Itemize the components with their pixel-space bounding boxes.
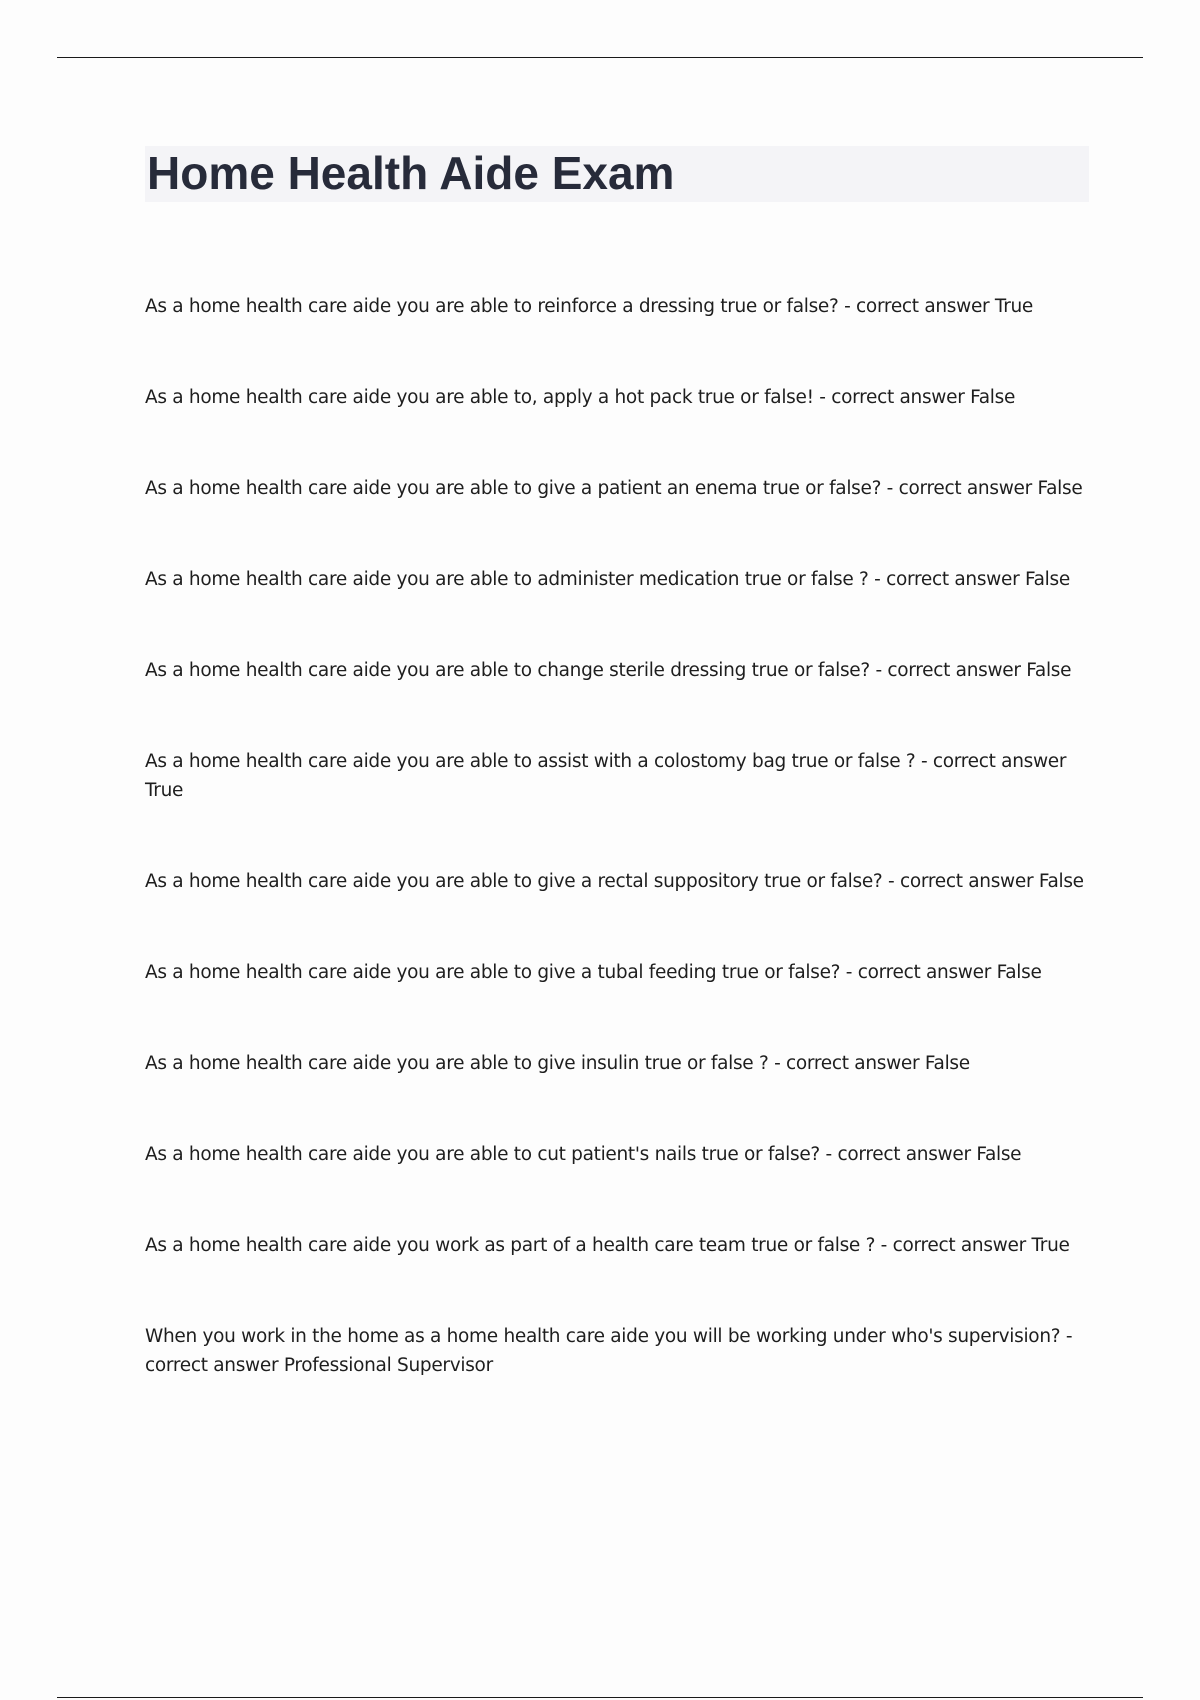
qa-item: As a home health care aide you work as part of a health care team true or false ? - correct answer True bbox=[145, 1235, 1070, 1256]
qa-item: As a home health care aide you are able to cut patient's nails true or false? - correct answer False bbox=[145, 1144, 1022, 1165]
qa-list bbox=[145, 292, 1090, 1442]
qa-item: As a home health care aide you are able to give a rectal suppository true or false? - correct answer False bbox=[145, 871, 1084, 892]
qa-item: As a home health care aide you are able to give a tubal feeding true or false? - correct answer False bbox=[145, 962, 1042, 983]
qa-item: As a home health care aide you are able to reinforce a dressing true or false? - correct answer True bbox=[145, 296, 1034, 317]
qa-item: When you work in the home as a home health care aide you will be working under who's supervision? - correct answer Professional Supervisor bbox=[145, 1326, 1073, 1376]
bottom-divider bbox=[57, 1697, 1143, 1698]
qa-item: As a home health care aide you are able to change sterile dressing true or false? - correct answer False bbox=[145, 660, 1072, 681]
qa-item: As a home health care aide you are able to administer medication true or false ? - correct answer False bbox=[145, 569, 1070, 590]
qa-item: As a home health care aide you are able to, apply a hot pack true or false! - correct answer False bbox=[145, 387, 1016, 408]
page-title: Home Health Aide Exam bbox=[147, 147, 675, 199]
qa-item: As a home health care aide you are able to give insulin true or false ? - correct answer False bbox=[145, 1053, 970, 1074]
qa-item: As a home health care aide you are able to give a patient an enema true or false? - correct answer False bbox=[145, 478, 1083, 499]
qa-item: As a home health care aide you are able to assist with a colostomy bag true or false ? - correct answer True bbox=[145, 751, 1067, 801]
top-divider bbox=[57, 57, 1143, 58]
